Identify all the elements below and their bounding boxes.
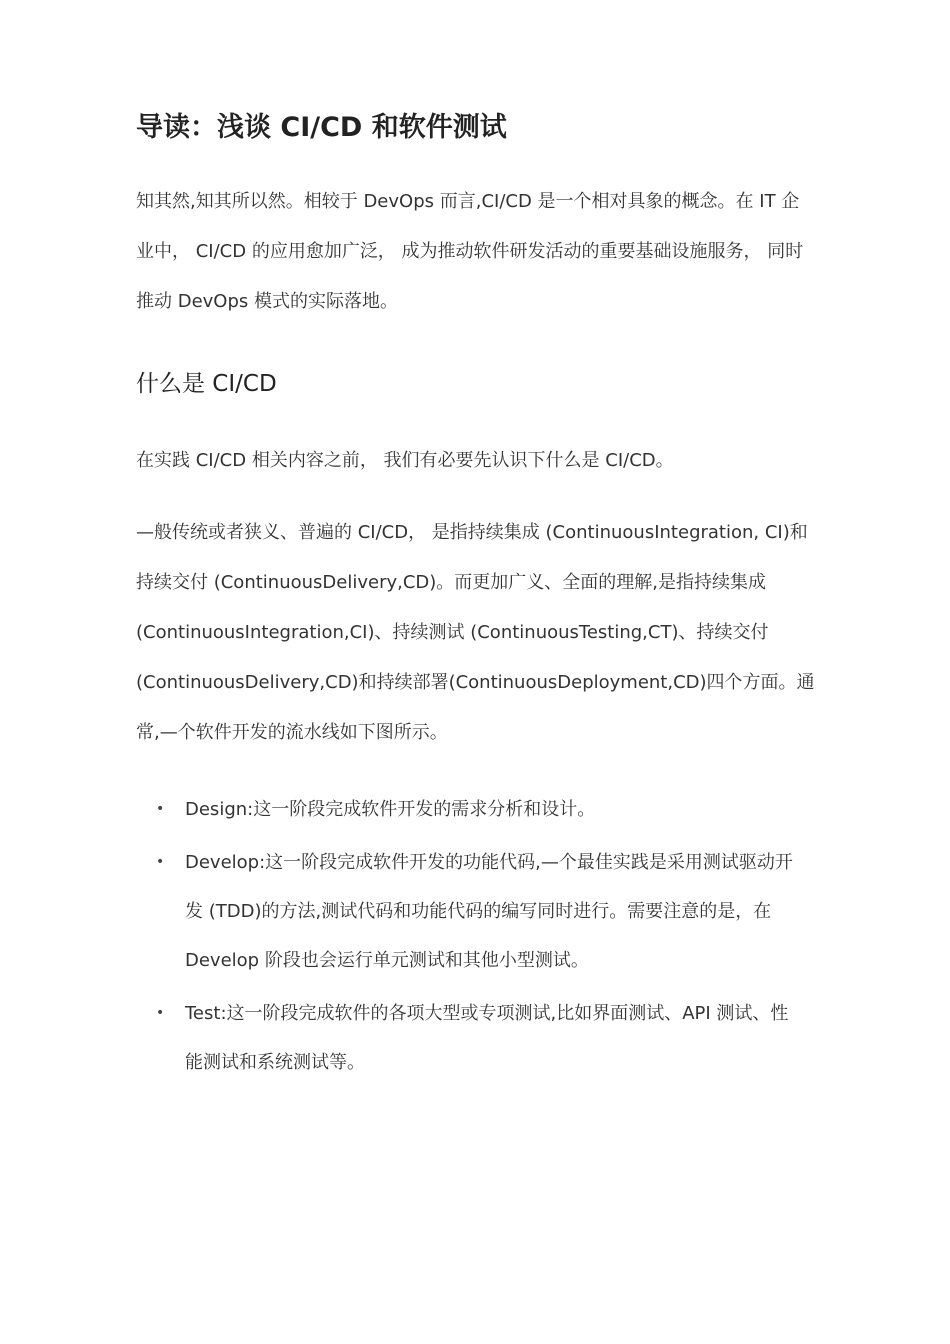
bullet-icon: • bbox=[156, 854, 165, 870]
intro-paragraph: 知其然,知其所以然。相较于 DevOps 而言,CI/CD 是一个相对具象的概念。在 IT 企业中， CI/CD 的应用愈加广泛， 成为推动软件研发活动的重要基础设施服务， 同时推动 DevOps 模式的实际落地。 bbox=[136, 191, 804, 312]
bullet-icon: • bbox=[156, 1005, 165, 1021]
list-item-text: Test:这一阶段完成软件的各项大型或专项测试,比如界面测试、API 测试、性能测试和系统测试等。 bbox=[185, 1003, 789, 1073]
list-item bbox=[136, 989, 797, 1087]
section-heading: 什么是 CI/CD bbox=[136, 371, 277, 397]
document-title: 导读：浅谈 CI/CD 和软件测试 bbox=[136, 112, 507, 143]
bullet-icon: • bbox=[156, 801, 165, 817]
list-item bbox=[136, 785, 797, 834]
list-item-text: Design:这一阶段完成软件开发的需求分析和设计。 bbox=[185, 799, 596, 820]
paragraph-2: —般传统或者狭义、普遍的 CI/CD， 是指持续集成 (ContinuousIntegration, CI)和持续交付 (ContinuousDelivery,CD)。而更加广义、全面的理解,是指持续集成 (ContinuousIntegration,CI)、持续测试 (ContinuousTesting,CT)、持续交付 (ContinuousDelivery,CD)和持续部署(ContinuousDeployment,CD)四个方面。通常,—个软件开发的流水线如下图所示。 bbox=[136, 522, 815, 743]
list-item-text: Develop:这一阶段完成软件开发的功能代码,—个最佳实践是采用测试驱动开发 (TDD)的方法,测试代码和功能代码的编写同时进行。需要注意的是，在 Develop 阶段也会运行单元测试和其他小型测试。 bbox=[185, 852, 793, 971]
stage-list bbox=[136, 785, 816, 1091]
list-item bbox=[136, 838, 797, 985]
paragraph-1: 在实践 CI/CD 相关内容之前， 我们有必要先认识下什么是 CI/CD。 bbox=[136, 450, 674, 471]
